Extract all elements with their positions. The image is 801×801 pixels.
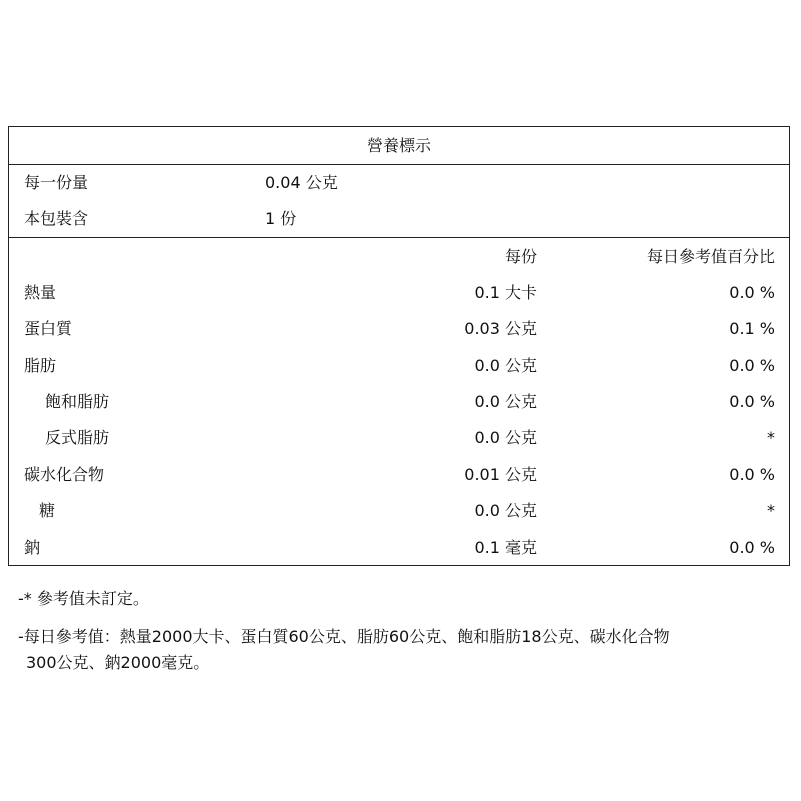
row-dv-sodium: 0.0 % xyxy=(729,538,775,557)
row-dv-calories: 0.0 % xyxy=(729,283,775,302)
row-dv-sugar: * xyxy=(767,501,775,520)
row-amount-calories: 0.1 大卡 xyxy=(474,283,537,302)
servings-per-package-value: 1 份 xyxy=(265,209,297,228)
row-label-carbohydrate: 碳水化合物 xyxy=(24,465,105,484)
serving-size-value: 0.04 公克 xyxy=(265,173,338,192)
footnote-daily-reference-line2: 300公克、鈉2000毫克。 xyxy=(26,653,210,672)
row-label-sugar: 糖 xyxy=(39,501,56,520)
label-title: 營養標示 xyxy=(366,136,431,155)
row-dv-fat: 0.0 % xyxy=(729,356,775,375)
row-amount-carbohydrate: 0.01 公克 xyxy=(464,465,537,484)
col-header-daily-value: 每日參考值百分比 xyxy=(646,247,775,266)
row-label-sodium: 鈉 xyxy=(24,538,41,557)
row-amount-trans-fat: 0.0 公克 xyxy=(474,428,537,447)
nutrition-label-table xyxy=(8,126,790,566)
servings-per-package-label: 本包裝含 xyxy=(24,209,89,228)
serving-divider xyxy=(9,237,789,238)
row-label-calories: 熱量 xyxy=(24,283,57,302)
row-amount-sugar: 0.0 公克 xyxy=(474,501,537,520)
footnote-daily-reference-line1: -每日參考值：熱量2000大卡、蛋白質60公克、脂肪60公克、飽和脂肪18公克、碳水化合物 xyxy=(18,627,670,646)
row-label-protein: 蛋白質 xyxy=(24,319,73,338)
row-dv-trans-fat: * xyxy=(767,428,775,447)
row-amount-protein: 0.03 公克 xyxy=(464,319,537,338)
row-dv-protein: 0.1 % xyxy=(729,319,775,338)
row-dv-carbohydrate: 0.0 % xyxy=(729,465,775,484)
row-dv-saturated-fat: 0.0 % xyxy=(729,392,775,411)
col-header-per-serving: 每份 xyxy=(504,247,537,266)
row-label-fat: 脂肪 xyxy=(24,356,57,375)
row-amount-fat: 0.0 公克 xyxy=(474,356,537,375)
row-label-trans-fat: 反式脂肪 xyxy=(45,428,110,447)
serving-size-label: 每一份量 xyxy=(24,173,89,192)
footnote-not-established: -* 參考值未訂定。 xyxy=(18,589,149,608)
row-amount-saturated-fat: 0.0 公克 xyxy=(474,392,537,411)
row-amount-sodium: 0.1 毫克 xyxy=(474,538,537,557)
row-label-saturated-fat: 飽和脂肪 xyxy=(45,392,110,411)
title-divider xyxy=(9,164,789,165)
